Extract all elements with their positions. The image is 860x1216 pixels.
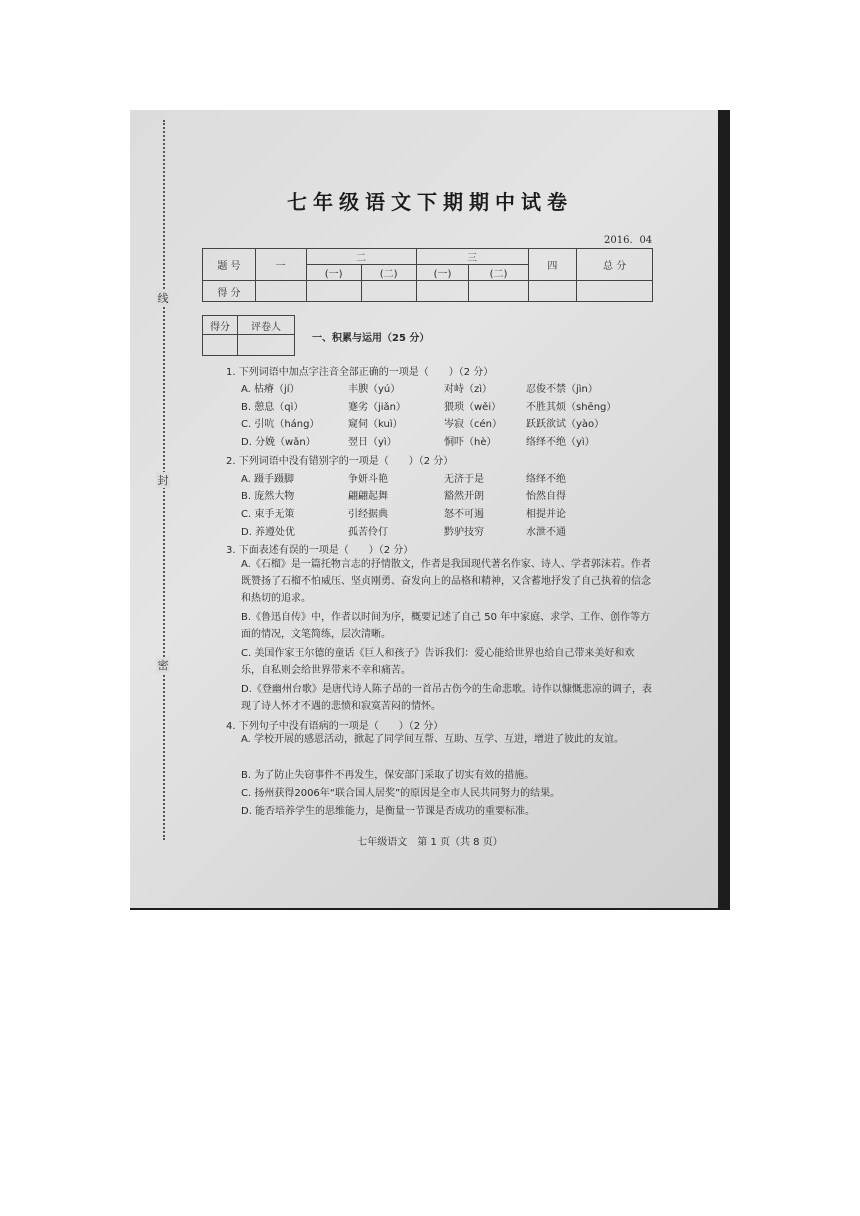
q1-a-1: A. 枯瘠（jí） xyxy=(241,384,300,395)
cell-score-2-1[interactable] xyxy=(306,281,361,302)
q1-b-1: B. 憩息（qì） xyxy=(241,402,304,413)
q3-option-c: C. 美国作家王尔德的童话《巨人和孩子》告诉我们：爱心能给世界也给自己带来美好和欢乐，自私则会给世界带来不幸和痛苦。 xyxy=(241,648,635,676)
cell-header-1: 一 xyxy=(255,249,306,281)
q1-c-3: 岑寂（cén） xyxy=(444,419,502,430)
q2-d-1: D. 养遵处优 xyxy=(241,527,296,538)
q1-stem: 1. 下列词语中加点字注音全部正确的一项是（ ）（2 分） xyxy=(226,367,494,378)
page-footer: 七年级语文 第 1 页（共 8 页） xyxy=(357,837,503,848)
cell-score-label: 得 分 xyxy=(203,281,256,302)
q2-b-4: 怡然自得 xyxy=(526,491,566,502)
grader-name-label: 评卷人 xyxy=(238,316,295,335)
q1-c-4: 跃跃欲试（yào） xyxy=(526,419,605,430)
q3-option-b: B.《鲁迅自传》中，作者以时间为序，概要记述了自己 50 年中家庭、求学、工作、创作等方面的情况，文笔简练，层次清晰。 xyxy=(241,612,651,640)
side-mark-mi: 密 xyxy=(157,659,169,672)
q1-d-1: D. 分娩（wǎn） xyxy=(241,437,316,448)
q2-d-2: 孤苦伶仃 xyxy=(348,527,388,538)
cell-sub-3-2: (二) xyxy=(469,265,528,281)
q1-c-2: 窥伺（kuì） xyxy=(348,419,403,430)
q4-option-c: C. 扬州获得2006年“联合国人居奖”的原因是全市人民共同努力的结果。 xyxy=(241,788,561,799)
q4-option-a: A. 学校开展的感恩活动，掀起了同学间互帮、互助、互学、互进，增进了彼此的友谊。 xyxy=(241,734,625,745)
cell-score-4[interactable] xyxy=(528,281,577,302)
cell-score-3-2[interactable] xyxy=(469,281,528,302)
side-mark-xian: 线 xyxy=(157,292,169,305)
cell-score-total[interactable] xyxy=(577,281,653,302)
cell-sub-3-1: (一) xyxy=(416,265,469,281)
q2-b-1: B. 庞然大物 xyxy=(241,491,295,502)
cell-score-3-1[interactable] xyxy=(416,281,469,302)
cell-header-label: 题 号 xyxy=(203,249,256,281)
q2-a-3: 无济于是 xyxy=(444,474,484,485)
grader-name-cell[interactable] xyxy=(238,335,295,356)
grader-score-cell[interactable] xyxy=(203,335,238,356)
cell-sub-2-2: (二) xyxy=(361,265,416,281)
q1-d-2: 翌日（yì） xyxy=(348,437,397,448)
q2-a-4: 络绎不绝 xyxy=(526,474,566,485)
q1-a-3: 对峙（zì） xyxy=(444,384,493,395)
q4-option-b: B. 为了防止失窃事件不再发生，保安部门采取了切实有效的措施。 xyxy=(241,770,535,781)
q4-stem: 4. 下列句子中没有语病的一项是（ ）（2 分） xyxy=(226,721,444,732)
q1-b-4: 不胜其烦（shēng） xyxy=(526,402,617,413)
exam-date: 2016．04 xyxy=(604,235,653,246)
q2-stem: 2. 下列词语中没有错别字的一项是（ ）（2 分） xyxy=(226,456,454,467)
q1-d-4: 络绎不绝（yì） xyxy=(526,437,595,448)
q2-a-1: A. 蹑手蹑脚 xyxy=(241,474,295,485)
section-1-heading: 一、积累与运用（25 分） xyxy=(312,333,430,344)
q4-option-d: D. 能否培养学生的思维能力，是衡量一节课是否成功的重要标准。 xyxy=(241,806,536,817)
q2-a-2: 争妍斗艳 xyxy=(348,474,388,485)
exam-title: 七年级语文下期期中试卷 xyxy=(287,190,573,214)
q2-d-3: 黔驴技穷 xyxy=(444,527,484,538)
q2-c-2: 引经据典 xyxy=(348,509,388,520)
q2-c-3: 怒不可遏 xyxy=(444,509,484,520)
score-table xyxy=(202,248,653,302)
scanned-photo xyxy=(130,110,730,910)
q2-c-1: C. 束手无策 xyxy=(241,509,295,520)
q3-option-a: A.《石榴》是一篇托物言志的抒情散文，作者是我国现代著名作家、诗人、学者郭沫若。作者既赞扬了石榴不怕威压、坚贞刚勇、奋发向上的品格和精神，又含蓄地抒发了自己执着的信念和热切的追求。 xyxy=(241,559,651,604)
grader-table xyxy=(202,315,295,356)
q3-stem: 3. 下面表述有误的一项是（ ）（2 分） xyxy=(226,545,414,556)
cell-header-4: 四 xyxy=(528,249,577,281)
q1-c-1: C. 引吭（háng） xyxy=(241,419,320,430)
cell-score-2-2[interactable] xyxy=(361,281,416,302)
q1-b-3: 猥琐（wěi） xyxy=(444,402,502,413)
cell-header-2: 二 xyxy=(306,249,416,265)
q3-option-d: D.《登幽州台歌》是唐代诗人陈子昂的一首吊古伤今的生命悲歌。诗作以慷慨悲凉的调子，表现了诗人怀才不遇的悲愤和寂寞苦闷的情怀。 xyxy=(241,684,652,712)
q1-a-2: 丰腴（yú） xyxy=(348,384,401,395)
side-mark-feng: 封 xyxy=(157,474,169,487)
q2-d-4: 水泄不通 xyxy=(526,527,566,538)
cell-sub-2-1: (一) xyxy=(306,265,361,281)
q1-d-3: 恫吓（hè） xyxy=(444,437,497,448)
q2-b-3: 豁然开朗 xyxy=(444,491,484,502)
q2-c-4: 相提并论 xyxy=(526,509,566,520)
exam-paper xyxy=(130,110,718,908)
cell-header-3: 三 xyxy=(416,249,528,265)
cell-header-total: 总 分 xyxy=(577,249,653,281)
grader-score-label: 得分 xyxy=(203,316,238,335)
q1-a-4: 忍俊不禁（jìn） xyxy=(526,384,598,395)
q2-b-2: 翩翩起舞 xyxy=(348,491,388,502)
q1-b-2: 蹇劣（jiǎn） xyxy=(348,402,407,413)
cell-score-1[interactable] xyxy=(255,281,306,302)
